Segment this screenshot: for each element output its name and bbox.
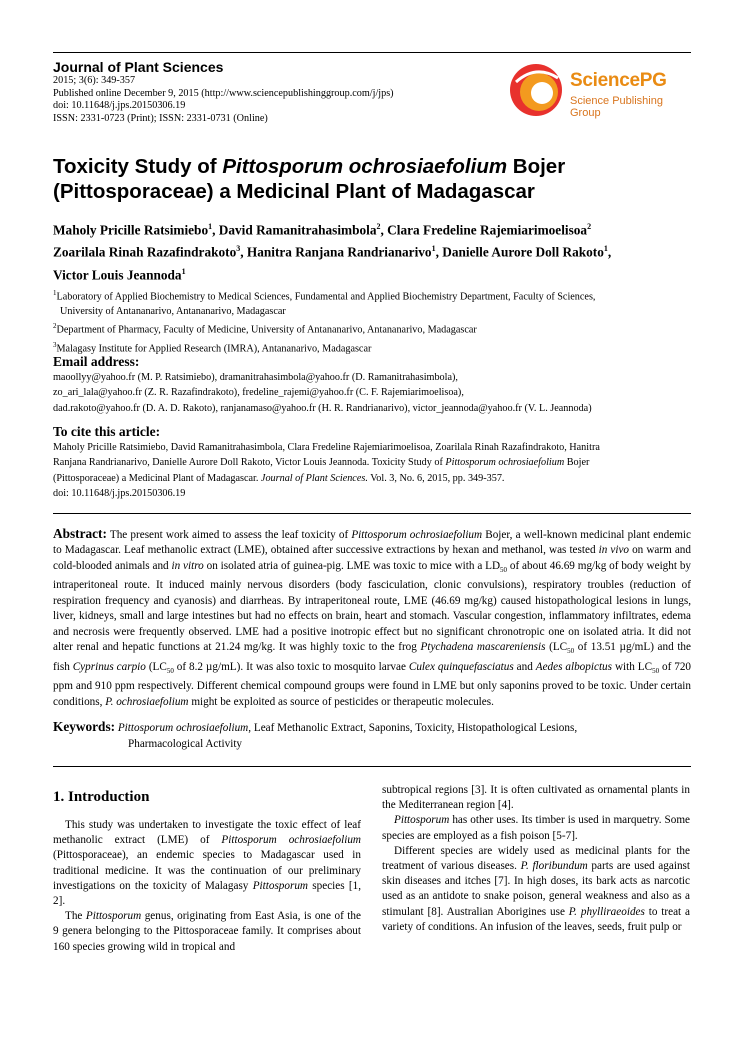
author: Clara Fredeline Rajemiarimoelisoa xyxy=(387,222,588,238)
logo-name: SciencePG xyxy=(570,70,667,91)
keywords: Keywords: Pittosporum ochrosiaefolium, Leaf Methanolic Extract, Saponins, Toxicity, Histopathological Lesions, Pharmacological Activity xyxy=(53,719,691,752)
section-heading: 1. Introduction xyxy=(53,789,150,805)
abstract-top-rule xyxy=(53,513,691,514)
citation-line-3: (Pittosporaceae) a Medicinal Plant of Madagascar. Journal of Plant Sciences. Vol. 3, No. 6, 2015, pp. 349-357. xyxy=(53,472,505,484)
authors-line-3: Victor Louis Jeannoda$^1$ xyxy=(53,266,186,283)
keywords-line-2: Pharmacological Activity xyxy=(128,738,243,750)
author: Danielle Aurore Doll Rakoto xyxy=(442,244,604,260)
meta-issn: ISSN: 2331-0723 (Print); ISSN: 2331-0731 (Online) xyxy=(53,112,268,124)
affiliation-1-cont: University of Antananarivo, Antananarivo, Madagascar xyxy=(60,306,286,318)
journal-name: Journal of Plant Sciences xyxy=(53,59,224,75)
email-section xyxy=(53,353,691,416)
keywords-label: Keywords: xyxy=(53,719,116,734)
paragraph: Different species are widely used as medicinal plants for the treatment of various diseases. P. floribundum parts are used against skin diseases and itches [7]. In high doses, its bark acts as narcotic used as an antidote to snake poison, general weakness and also as a stimulant [8]. Australian Aborigines use P. phylliraeoides to treat a variety of conditions. An infusion of the leaves, seeds, fruit pulp or xyxy=(382,844,690,933)
affiliation-2: $^2$Department of Pharmacy, Faculty of Medicine, University of Antananarivo, Antananarivo, Madagascar xyxy=(53,322,477,336)
author: Victor Louis Jeannoda xyxy=(53,267,182,283)
email-line: dad.rakoto@yahoo.fr (D. A. D. Rakoto), ranjanamaso@yahoo.fr (H. R. Randrianarivo), victor_jeannoda@yahoo.fr (V. L. Jeannoda) xyxy=(53,402,592,414)
body-top-rule xyxy=(53,766,691,767)
column-right xyxy=(382,783,690,935)
author: Maholy Pricille Ratsimiebo xyxy=(53,222,209,238)
abstract-label: Abstract: xyxy=(53,526,107,541)
paragraph: This study was undertaken to investigate the toxic effect of leaf methanolic extract (LME) of Pittosporum ochrosiaefolium (Pittosporaceae), an endemic species to Madagascar used in traditional medicine. It was the continuation of our preliminary investigations on the toxicity of Malagasy Pittosporum species [1, 2]. xyxy=(53,819,361,908)
paragraph: subtropical regions [3]. It is often cultivated as ornamental plants in the Mediterranean region [4]. xyxy=(382,784,690,812)
sciencepg-logo-icon xyxy=(506,62,566,118)
citation-line-2: Ranjana Randrianarivo, Danielle Aurore Doll Rakoto, Victor Louis Jeannoda. Toxicity Study of Pittosporum ochrosiaefolium Bojer xyxy=(53,457,590,469)
email-line: maoollyy@yahoo.fr (M. P. Ratsimiebo), dramanitrahasimbola@yahoo.fr (D. Ramanitrahasimbola), xyxy=(53,372,458,383)
title-line-1: Toxicity Study of Pittosporum ochrosiaefolium Bojer xyxy=(53,155,566,178)
article-title xyxy=(53,154,691,204)
meta-doi: doi: 10.11648/j.jps.20150306.19 xyxy=(53,100,186,112)
author: Zoarilala Rinah Razafindrakoto xyxy=(53,244,237,260)
title-line-2: (Pittosporaceae) a Medicinal Plant of Madagascar xyxy=(53,180,535,203)
citation-line-1: Maholy Pricille Ratsimiebo, David Ramanitrahasimbola, Clara Fredeline Rajemiarimoelisoa, Zoarilala Rinah Razafindrakoto, Hanitra xyxy=(53,442,600,453)
meta-published: Published online December 9, 2015 (http://www.sciencepublishinggroup.com/j/jps) xyxy=(53,87,394,99)
sciencepg-logo xyxy=(506,62,686,118)
citation-section xyxy=(53,423,691,502)
author: Hanitra Ranjana Randrianarivo xyxy=(246,244,432,260)
author: David Ramanitrahasimbola xyxy=(218,222,377,238)
citation-heading: To cite this article: xyxy=(53,424,161,439)
email-heading: Email address: xyxy=(53,354,140,369)
abstract: Abstract: The present work aimed to assess the leaf toxicity of Pittosporum ochrosiaefolium Bojer, a well-known medicinal plant endemic to Madagascar. Leaf methanolic extract (LME), obtained after successive extractions by hexan and methanol, was tested in vivo on warm and cold-blooded animals and in vitro on isolated atria of guinea-pig. LME was toxic to mice with a $LD_{50}$ of about 46.69 mg/kg of body weight by intraperitoneal route. It induced mainly nervous disorders (body fasciculation, clonic convulsions), respiratory troubles (reduction of respiration frequency and cyanosis) and diarrheas. By intraperitoneal route, LME (46.69 mg/kg) caused histopathological lesions in lungs, liver, kidneys, small and large intestines but had no effects on brain, heart and stomach. Vascular congestion, inflammatory infiltrates, edema and necrosis were frequently observed. LME had a positive inotropic effect but no significant chronotropic one on isolated atria. It did not alter renal and hepatic functions at 21.24 mg/kg. It was highly toxic to the frog Ptychadena mascareniensis ($LC_{50}$ of 13.51 µg/mL) and the fish Cyprinus carpio ($LC_{50}$ of 8.2 µg/mL). It was also toxic to mosquito larvae Culex quinquefasciatus and Aedes albopictus with $LC_{50}$ of 720 ppm and 910 ppm respectively. Different chemical compound groups were found in LME but only saponins proved to be toxic. Under certain conditions, P. ochrosiaefolium might be exploited as source of pesticides or therapeutic molecules. xyxy=(53,526,692,708)
meta-issue: 2015; 3(6): 349-357 xyxy=(53,75,136,86)
email-line: zo_ari_lala@yahoo.fr (Z. R. Razafindrakoto), fredeline_rajemi@yahoo.fr (C. F. Rajemiarimoelisoa), xyxy=(53,387,464,399)
column-left xyxy=(53,788,361,955)
citation-doi: doi: 10.11648/j.jps.20150306.19 xyxy=(53,488,186,500)
affiliation-1: $^1$Laboratory of Applied Biochemistry to Medical Sciences, Fundamental and Applied Biochemistry Department, Faculty of Sciences, xyxy=(53,289,596,303)
paragraph: The Pittosporum genus, originating from East Asia, is one of the 9 genera belonging to the Pittosporaceae family. It comprises about 160 species growing wild in tropical and xyxy=(53,910,361,953)
title-species: Pittosporum ochrosiaefolium xyxy=(222,155,508,178)
logo-subtitle: Science Publishing Group xyxy=(570,95,663,119)
affiliations xyxy=(53,286,691,356)
header-rule xyxy=(53,52,691,53)
authors-line-1: Maholy Pricille Ratsimiebo$^1$, David Ramanitrahasimbola$^2$, Clara Fredeline Rajemiarimoelisoa$^2$ xyxy=(53,222,592,238)
paragraph: Pittosporum has other uses. Its timber is used in marquetry. Some species are employed as a fish poison [5-7]. xyxy=(382,814,690,842)
authors-line-2: Zoarilala Rinah Razafindrakoto$^3$, Hanitra Ranjana Randrianarivo$^1$, Danielle Aurore Doll Rakoto$^1$, xyxy=(53,244,612,260)
author-list xyxy=(53,217,691,284)
affiliation-3: $^3$Malagasy Institute for Applied Research (IMRA), Antananarivo, Madagascar xyxy=(53,340,372,355)
